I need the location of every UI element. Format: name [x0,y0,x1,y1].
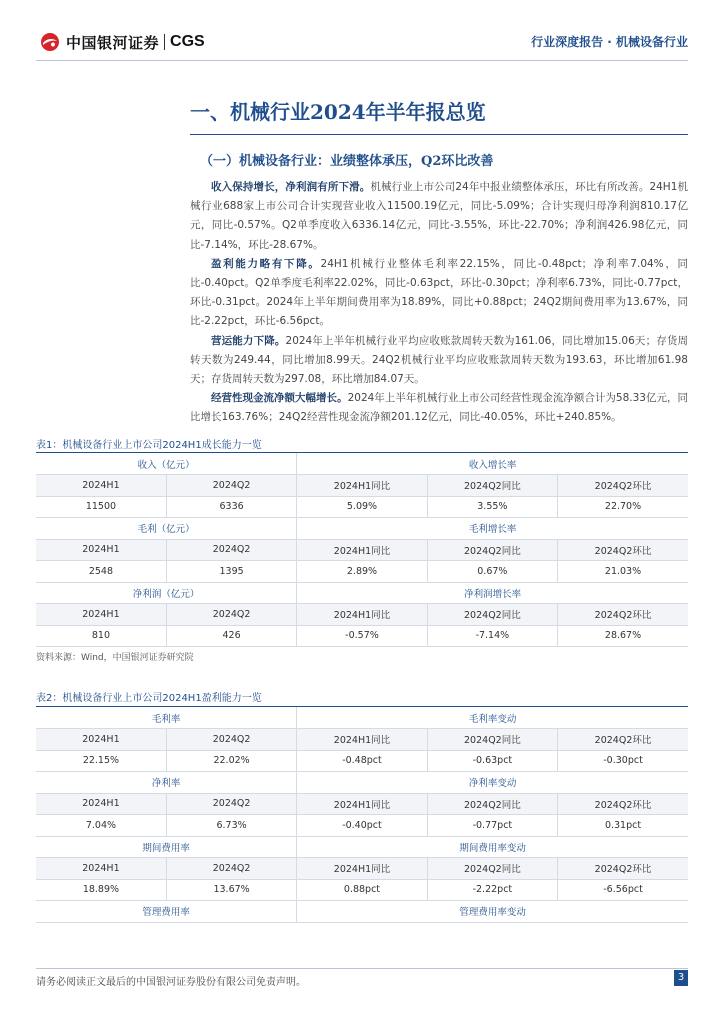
column-header: 2024Q2 [166,858,296,880]
paragraph-operations [190,332,688,390]
column-header: 2024Q2同比 [427,604,557,626]
column-header: 2024Q2环比 [558,604,688,626]
column-header: 2024H1 [36,475,166,497]
column-header: 2024Q2同比 [427,475,557,497]
table-cell: -0.57% [297,625,427,647]
column-header: 2024H1 [36,604,166,626]
table-cell: 5.09% [297,496,427,518]
subsection-title: （一）机械设备行业：业绩整体承压，Q2环比改善 [200,154,494,169]
paragraph-text: 2024年上半年机械行业上市公司经营性现金流净额合计为58.33亿元，同比增长163.76%；24Q2经营性现金流净额201.12亿元，同比-40.05%，环比+240.85%。 [190,392,689,424]
footer-disclaimer: 请务必阅读正文最后的中国银河证券股份有限公司免责声明。 [36,977,306,988]
section-title-underline [190,134,688,135]
table-header-row [36,858,688,880]
section-right-title: 期间费用率变动 [297,836,688,858]
section-right-title: 管理费用率变动 [297,901,688,923]
header-divider [36,60,688,61]
paragraph-text: 2024年上半年机械行业平均应收账款周转天数为161.06，同比增加15.06天；存货周转天数为249.44，同比增加8.99天。24Q2机械行业平均应收账款周转天数为193.63，环比增加61.98天；存货周转天数为297.08，环比增加84.07天。 [190,334,688,386]
table-section-row [36,836,688,858]
table-section-row [36,707,688,729]
column-header: 2024Q2同比 [427,539,557,561]
column-header: 2024H1同比 [297,604,427,626]
table-row [36,496,688,518]
section-left-title: 毛利（亿元） [36,518,297,540]
table-cell: -2.22pct [427,879,557,901]
paragraph-profitability [190,255,688,332]
table-cell: 0.88pct [297,879,427,901]
column-header: 2024Q2环比 [558,793,688,815]
table-cell: 426 [166,625,296,647]
column-header: 2024Q2环比 [558,539,688,561]
report-type-label: 行业深度报告 · 机械设备行业 [531,35,688,49]
table-cell: 22.15% [36,750,166,772]
section-left-title: 期间费用率 [36,836,297,858]
table-section-row [36,772,688,794]
section-left-title: 毛利率 [36,707,297,729]
page-header [0,0,724,70]
growth-table [36,453,688,647]
logo-chinese-name: 中国银河证券 [66,33,160,52]
table-cell: 2548 [36,561,166,583]
table-cell: 18.89% [36,879,166,901]
column-header: 2024Q2 [166,475,296,497]
logo-divider [164,34,165,50]
paragraph-lead: 营运能力下降。 [211,334,286,347]
column-header: 2024H1同比 [297,475,427,497]
column-header: 2024Q2同比 [427,858,557,880]
column-header: 2024Q2同比 [427,793,557,815]
table-cell: -0.63pct [427,750,557,772]
table-header-row [36,475,688,497]
galaxy-logo-icon [40,32,60,52]
table-cell: 810 [36,625,166,647]
column-header: 2024Q2环比 [558,475,688,497]
table-cell: -0.40pct [297,815,427,837]
column-header: 2024Q2 [166,604,296,626]
table-section-row [36,453,688,475]
section-left-title: 管理费用率 [36,901,297,923]
table-cell: 2.89% [297,561,427,583]
table2-caption: 表2：机械设备行业上市公司2024H1盈利能力一览 [36,693,262,704]
page-number: 3 [674,970,688,986]
table1-source: 资料来源：Wind，中国银河证券研究院 [36,653,194,663]
column-header: 2024H1同比 [297,793,427,815]
paragraph-lead: 盈利能力略有下降。 [211,257,321,270]
column-header: 2024Q2 [166,793,296,815]
table-row [36,561,688,583]
column-header: 2024Q2同比 [427,729,557,751]
table-cell: 11500 [36,496,166,518]
table-cell: -0.48pct [297,750,427,772]
table-cell: 22.70% [558,496,688,518]
section-left-title: 收入（亿元） [36,453,297,475]
logo-english-name: CGS [170,33,205,50]
section-left-title: 净利润（亿元） [36,582,297,604]
table-section-row [36,901,688,923]
table-header-row [36,539,688,561]
column-header: 2024H1同比 [297,729,427,751]
column-header: 2024H1 [36,858,166,880]
table-cell: -6.56pct [558,879,688,901]
column-header: 2024Q2 [166,539,296,561]
table-cell: 28.67% [558,625,688,647]
column-header: 2024Q2环比 [558,858,688,880]
table-cell: 21.03% [558,561,688,583]
body-text [190,178,688,428]
column-header: 2024H1同比 [297,858,427,880]
paragraph-revenue [190,178,688,255]
section-right-title: 净利率变动 [297,772,688,794]
table-row [36,815,688,837]
footer-divider [36,968,688,969]
paragraph-lead: 收入保持增长，净利润有所下滑。 [211,181,371,193]
table-cell: 22.02% [166,750,296,772]
section-right-title: 净利润增长率 [297,582,688,604]
table-cell: 7.04% [36,815,166,837]
table-cell: 0.31pct [558,815,688,837]
table-section-row [36,518,688,540]
column-header: 2024H1同比 [297,539,427,561]
table-row [36,750,688,772]
paragraph-cashflow [190,389,688,427]
brand-logo [40,30,205,54]
column-header: 2024H1 [36,793,166,815]
table-row [36,879,688,901]
table-cell: -0.77pct [427,815,557,837]
section-right-title: 收入增长率 [297,453,688,475]
table-cell: -0.30pct [558,750,688,772]
column-header: 2024Q2环比 [558,729,688,751]
section-left-title: 净利率 [36,772,297,794]
table-cell: 0.67% [427,561,557,583]
column-header: 2024H1 [36,729,166,751]
table-header-row [36,793,688,815]
table-cell: 6.73% [166,815,296,837]
table1-caption: 表1：机械设备行业上市公司2024H1成长能力一览 [36,440,262,451]
profitability-table [36,707,688,923]
table-header-row [36,729,688,751]
section-right-title: 毛利增长率 [297,518,688,540]
table-cell: 6336 [166,496,296,518]
table-cell: 3.55% [427,496,557,518]
table-row [36,625,688,647]
section-right-title: 毛利率变动 [297,707,688,729]
table-section-row [36,582,688,604]
paragraph-text: 24H1机械行业整体毛利率22.15%，同比-0.48pct；净利率7.04%，同比-0.40pct。Q2单季度毛利率22.02%，同比-0.63pct，环比-0.30pct；净利率6.73%，同比-0.77pct，环比-0.31pct。2024年上半年期间费用率为18.89%，同比+0.88pct；24Q2期间费用率为13.67%，同比-2.22pct，环比-6.56pct。 [190,257,689,328]
table-cell: -7.14% [427,625,557,647]
table-cell: 13.67% [166,879,296,901]
table-cell: 1395 [166,561,296,583]
paragraph-text: 机械行业上市公司24年中报业绩整体承压，环比有所改善。24H1机械行业688家上市公司合计实现营业收入11500.19亿元，同比-5.09%；合计实现归母净利润810.17亿元，同比-0.57%。Q2单季度收入6336.14亿元，同比-3.55%，环比-22.70%；净利润426.98亿元，同比-7.14%，环比-28.67%。 [190,181,689,251]
column-header: 2024H1 [36,539,166,561]
paragraph-lead: 经营性现金流净额大幅增长。 [211,392,348,405]
table-header-row [36,604,688,626]
column-header: 2024Q2 [166,729,296,751]
section-title: 一、机械行业2024年半年报总览 [190,100,486,124]
